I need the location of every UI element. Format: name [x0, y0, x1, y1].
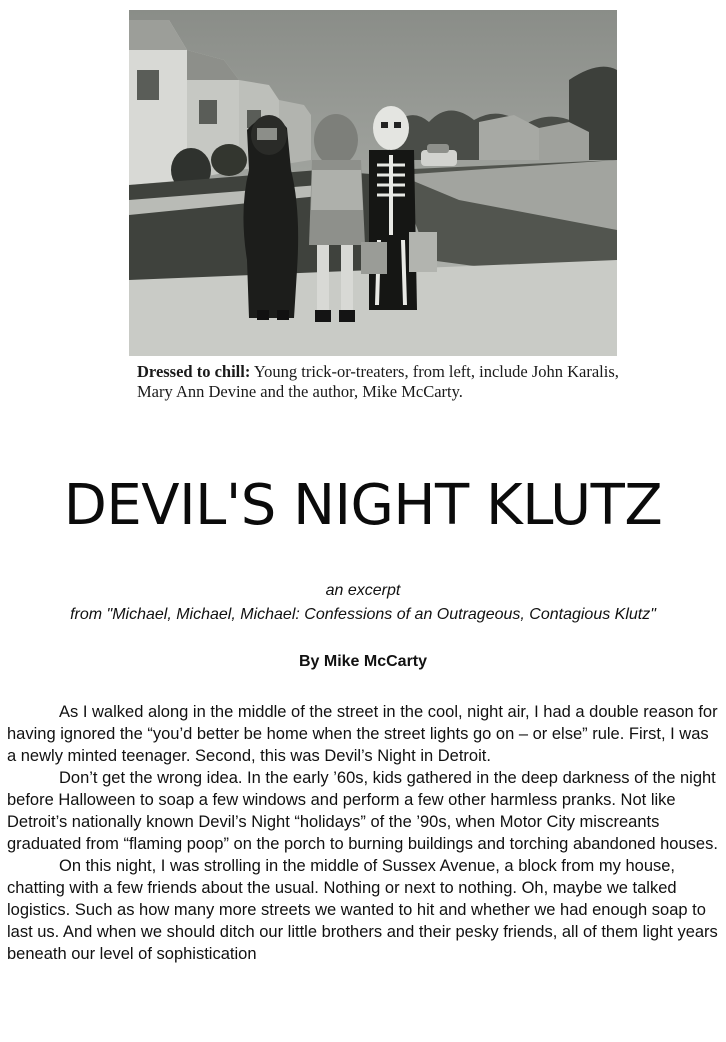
paragraph: On this night, I was strolling in the middle of Sussex Avenue, a block from my house, chatting with a few friends about the usual. Nothing or next to nothing. Oh, maybe we talked logistics. Such as how many more streets we wanted to hit and whether we had enough soap to last us. And when we should ditch our little brothers and their pesky friends, all of them light years beneath our level of sophistication: [7, 857, 718, 963]
byline: By Mike McCarty: [298, 653, 428, 670]
paragraph: As I walked along in the middle of the street in the cool, night air, I had a double reason for having ignored the “you’d better be home when the street lights go on – or else” rule. First, I was a newly minted teenager. Second, this was Devil’s Night in Detroit.: [7, 703, 718, 765]
caption-lead: Dressed to chill:: [137, 362, 251, 381]
article-title: DEVIL'S NIGHT KLUTZ: [63, 473, 663, 538]
caption-text: Young trick-or-treaters, from left, include John Karalis, Mary Ann Devine and the author, Mike McCarty.: [137, 362, 619, 401]
paragraph: Don’t get the wrong idea. In the early ’60s, kids gathered in the deep darkness of the night before Halloween to soap a few windows and perform a few other harmless pranks. Not like Detroit’s nationally known Devil’s Night “holidays” of the ’90s, when Motor City miscreants graduated from “flaming poop” on the porch to burning buildings and torching abandoned houses.: [7, 769, 718, 853]
photo-caption: [137, 362, 637, 402]
trick-or-treaters-photo: [129, 10, 617, 356]
article-body: [7, 701, 719, 965]
subtitle-excerpt: an excerpt: [325, 582, 401, 599]
subtitle-book: from "Michael, Michael, Michael: Confessions of an Outrageous, Contagious Klutz": [70, 606, 656, 623]
